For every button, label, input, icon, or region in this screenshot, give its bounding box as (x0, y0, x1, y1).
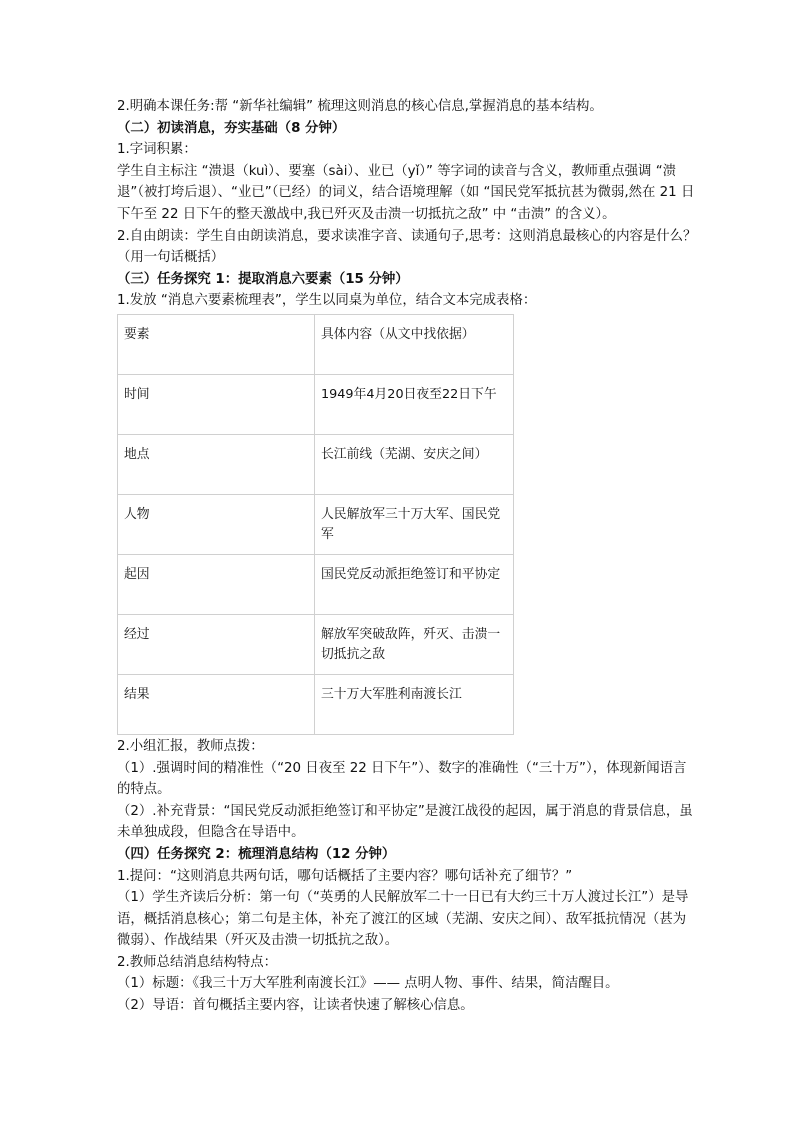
report-title: 2.小组汇报，教师点拨： (117, 738, 264, 754)
section-heading-task2: （四）任务探究 2：梳理消息结构（12 分钟） (117, 846, 396, 862)
table-cell-content: 1949年4月20日夜至22日下午 (315, 374, 514, 434)
table-header-cell: 具体内容（从文中找依据） (315, 314, 514, 374)
section-heading-task1: （三）任务探究 1：提取消息六要素（15 分钟） (117, 271, 409, 287)
table-cell-element: 起因 (118, 554, 315, 614)
table-cell-content: 三十万大军胜利南渡长江 (315, 674, 514, 734)
reading-paragraph: 2.自由朗读：学生自由朗读消息，要求读准字音、读通句子,思考：这则消息最核心的内容是什么？（用一句话概括） (117, 228, 697, 266)
table-header-cell: 要素 (118, 314, 315, 374)
table-cell-content: 解放军突破敌阵，歼灭、击溃一切抵抗之敌 (315, 614, 514, 674)
task-line: 2.明确本课任务:帮 “新华社编辑” 梳理这则消息的核心信息,掌握消息的基本结构。 (117, 99, 603, 114)
table-row (118, 374, 514, 434)
table-cell-element: 地点 (118, 434, 315, 494)
table-cell-element: 经过 (118, 614, 315, 674)
table-row (118, 674, 514, 734)
table-cell-element: 人物 (118, 494, 315, 554)
section-heading-reading: （二）初读消息，夯实基础（8 分钟） (117, 120, 346, 136)
handout-line: 1.发放 “消息六要素梳理表”，学生以同桌为单位，结合文本完成表格： (117, 293, 537, 309)
table-row (118, 494, 514, 554)
table-cell-element: 时间 (118, 374, 315, 434)
analysis-paragraph: （1）学生齐读后分析：第一句（“英勇的人民解放军二十一日已有大约三十万人渡过长江”）是导语，概括消息核心；第二句是主体，补充了渡江的区域（芜湖、安庆之间）、敌军抵抗情况（甚为微弱）、作战结果（歼灭及击溃一切抵抗之敌）。 (117, 890, 689, 949)
vocab-title: 1.字词积累： (117, 142, 197, 158)
summary-title: 2.教师总结消息结构特点： (117, 954, 278, 970)
table-row (118, 554, 514, 614)
point-paragraph-1: （1）.强调时间的精准性（“20 日夜至 22 日下午”）、数字的准确性（“三十万”），体现新闻语言的特点。 (117, 760, 687, 798)
table-row (118, 434, 514, 494)
table-cell-element: 结果 (118, 674, 315, 734)
table-row (118, 614, 514, 674)
vocab-paragraph: 学生自主标注 “溃退（kuì）、要塞（sài）、业已（yǐ）” 等字词的读音与含义，教师重点强调 “溃退”（被打垮后退）、“业已”（已经）的词义，结合语境理解（如 “国民党军抵抗甚为微弱,然在 21 日下午至 22 日下午的整天激战中,我已歼灭及击溃一切抵抗之敌” 中 “击溃” 的含义）。 (117, 163, 695, 222)
question-line: 1.提问：“这则消息共两句话，哪句话概括了主要内容？哪句话补充了细节？” (117, 868, 573, 884)
table-cell-content: 长江前线（芜湖、安庆之间） (315, 434, 514, 494)
table-cell-content: 人民解放军三十万大军、国民党军 (315, 494, 514, 554)
table-header-row (118, 314, 514, 374)
lead-point: （2）导语：首句概括主要内容，让读者快速了解核心信息。 (117, 998, 474, 1014)
six-elements-table (117, 314, 514, 735)
table-cell-content: 国民党反动派拒绝签订和平协定 (315, 554, 514, 614)
document-page (117, 96, 697, 1017)
point-paragraph-2: （2）.补充背景：“国民党反动派拒绝签订和平协定”是渡江战役的起因，属于消息的背景信息，虽未单独成段，但隐含在导语中。 (117, 803, 693, 841)
title-point: （1）标题：《我三十万大军胜利南渡长江》—— 点明人物、事件、结果，简洁醒目。 (117, 976, 619, 992)
